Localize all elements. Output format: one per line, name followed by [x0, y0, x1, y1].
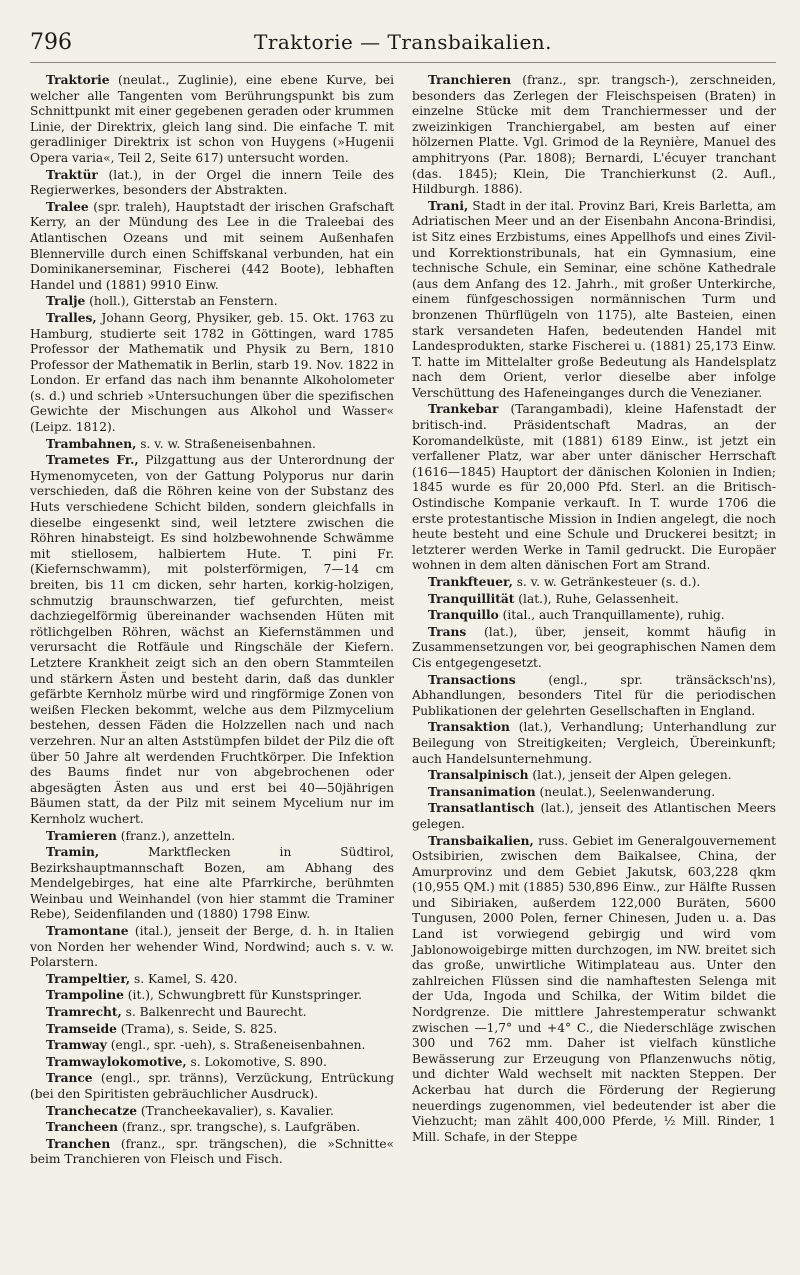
entry-text: s. Kamel, S. 420.: [133, 971, 238, 986]
entry-text: (lat.), Ruhe, Gelassenheit.: [518, 591, 679, 606]
dictionary-entry: [30, 1038, 394, 1054]
dictionary-entry: [412, 608, 776, 624]
entry-text: (neulat.), Seelenwanderung.: [539, 784, 716, 799]
entry-headword: Tramrecht,: [46, 1005, 122, 1020]
entry-text: (lat.), jenseit der Alpen gelegen.: [532, 768, 732, 783]
entry-headword: Transaktion: [428, 720, 510, 735]
dictionary-entry: [30, 311, 394, 436]
entry-headword: Tramin,: [46, 845, 100, 860]
entry-text: (neulat., Zuglinie), eine ebene Kurve, bei welcher alle Tangenten vom Berührungspunkt bis zum Schnittpunkt mit einer gegebenen geraden oder krummen Linie, der Direktrix, gleich lang sind. Die einfache T. mit geradliniger Direktrix ist schon von Huygens (»Hugenii Opera varia«, Teil 2, Seite 617) untersucht worden.: [30, 73, 395, 165]
dictionary-entry: [30, 1005, 394, 1021]
dictionary-entry: [412, 199, 776, 402]
entry-headword: Tramseide: [46, 1021, 117, 1036]
entry-text: (franz., spr. trängschen), die »Schnitte« beim Tranchieren von Fleisch und Fisch.: [30, 1136, 395, 1167]
entry-text: (lat.), über, jenseit, kommt häufig in Zusammensetzungen vor, bei geographischen Namen dem Cis entgegengesetzt.: [412, 624, 776, 670]
text-columns: [30, 73, 776, 1169]
entry-headword: Transalpinisch: [428, 768, 529, 783]
dictionary-entry: [412, 575, 776, 591]
entry-headword: Trametes Fr.,: [46, 453, 139, 468]
entry-text: (franz.), anzetteln.: [120, 828, 236, 843]
page-number: 796: [30, 30, 72, 55]
entry-headword: Transatlantisch: [428, 801, 535, 816]
entry-text: (it.), Schwungbrett für Kunstspringer.: [127, 988, 362, 1003]
entry-headword: Trankfteuer,: [428, 575, 513, 589]
dictionary-entry: [412, 73, 776, 198]
entry-text: (Trama), s. Seide, S. 825.: [120, 1021, 278, 1036]
entry-text: (Trancheekavalier), s. Kavalier.: [140, 1103, 334, 1118]
entry-text: Pilzgattung aus der Unterordnung der Hymenomyceten, von der Gattung Polyporus nur darin verschieden, daß die Röhren keine von der Substanz des Huts verschiedene Schicht bilden, sondern gleichfalls in dieselbe eingesenkt sind, weil letztere zwischen die Röhren hinabsteigt. Es sind holzbewohnende Schwämme mit stiellosem, halbiertem Hute. T. pini Fr. (Kiefernschwamm), mit polsterförmigen, 7—14 cm breiten, bis 11 cm dicken, sehr harten, korkig-holzigen, schmutzig braunschwarzen, tief gefurchten, meist dachziegelförmig übereinander wachsenden Hüten mit rötlichgelben Röhren, wächst an Kiefernstämmen und verursacht die Rotfäule und Ringschäle der Kiefern. Letztere Krankheit zeigt sich an den obern Stammteilen und stärkern Ästen und besteht darin, daß das dunkler gefärbte Kernholz mürbe wird und ringförmige Zonen von weißen Flecken bekommt, welche aus dem Pilzmycelium bestehen, dessen Fäden die Holzzellen nach und nach verzehren. Nur an alten Aststümpfen bildet der Pilz die oft über 50 Jahre alt werdenden Fruchtkörper. Die Infektion des Baums findet nur von abgebrochenen oder abgesägten Ästen aus und erst bei 40—50jährigen Bäumen statt, da der Pilz mit seinem Mycelium nur im Kernholz wuchert.: [30, 453, 394, 826]
entry-text: s. Lokomotive, S. 890.: [190, 1054, 327, 1069]
dictionary-entry: [30, 1022, 394, 1038]
entry-text: s. v. w. Getränkesteuer (s. d.).: [516, 575, 701, 589]
entry-text: Johann Georg, Physiker, geb. 15. Okt. 1763 zu Hamburg, studierte seit 1782 in Göttingen, ward 1785 Professor der Mathematik und Physik zu Bern, 1810 Professor der Mathematik in Berlin, starb 19. Nov. 1822 in London. Er erfand das nach ihm benannte Alkoholometer (s. d.) und schrieb »Untersuchungen über die spezifischen Gewichte der Mischungen aus Alkohol und Wasser« (Leipz. 1812).: [30, 310, 394, 435]
entry-text: (lat.), jenseit des Atlantischen Meers gelegen.: [412, 801, 776, 831]
entry-text: (ital.), jenseit der Berge, d. h. in Italien von Norden her wehender Wind, Nordwind; auch s. v. w. Polarstern.: [30, 924, 394, 970]
dictionary-entry: [30, 829, 394, 845]
entry-headword: Trani,: [428, 198, 469, 213]
dictionary-entry: [30, 1137, 394, 1168]
entry-headword: Tranchen: [46, 1136, 111, 1151]
entry-headword: Tranquillität: [428, 591, 515, 606]
dictionary-entry: [412, 673, 776, 720]
entry-text: (franz., spr. trangsche), s. Laufgräben.: [121, 1120, 361, 1135]
dictionary-entry: [30, 972, 394, 988]
entry-headword: Traktür: [46, 167, 98, 182]
entry-headword: Tralles,: [46, 310, 97, 325]
dictionary-entry: [30, 168, 394, 199]
entry-text: s. v. w. Straßeneisenbahnen.: [140, 436, 316, 451]
entry-text: (engl., spr. -ueh), s. Straßeneisenbahnen.: [110, 1038, 366, 1053]
dictionary-entry: [30, 453, 394, 827]
entry-headword: Tranquillo: [428, 608, 499, 623]
left-column: [30, 73, 394, 1169]
entry-headword: Trance: [46, 1071, 93, 1086]
entry-text: Stadt in der ital. Provinz Bari, Kreis Barletta, am Adriatischen Meer und an der Eisenbahn Ancona-Brindisi, ist Sitz eines Erzbistums, eines Appellhofs und eines Zivil- und Korrektionstribunals, hat ein Gymnasium, eine technische Schule, ein Seminar, eine schöne Kathedrale (aus dem Anfang des 12. Jahrh., mit großer Unterkirche, einem fünfgeschossigen normännischen Turm und bronzenen Thürflügeln von 1175), alte Basteien, einen stark versandeten Hafen, bedeutenden Handel mit Landesprodukten, starke Fischerei u. (1881) 25,173 Einw. T. hatte im Mittelalter große Bedeutung als Handelsplatz nach dem Orient, verlor dieselbe aber infolge Verschüttung des Hafeneinganges durch die Venezianer.: [412, 198, 776, 400]
dictionary-entry: [30, 845, 394, 923]
entry-headword: Trambahnen,: [46, 436, 137, 451]
dictionary-entry: [30, 1055, 394, 1071]
dictionary-entry: [412, 785, 776, 801]
entry-headword: Tranchieren: [428, 73, 512, 87]
entry-headword: Transbaikalien,: [428, 833, 534, 848]
entry-headword: Tralje: [46, 294, 86, 309]
page-title: Traktorie — Transbaikalien.: [253, 30, 553, 54]
dictionary-entry: [412, 801, 776, 832]
dictionary-entry: [412, 720, 776, 767]
dictionary-entry: [30, 1071, 394, 1102]
entry-text: Marktflecken in Südtirol, Bezirkshauptmannschaft Bozen, am Abhang des Mendelgebirges, hat eine alte Pfarrkirche, berühmten Weinbau und Weinhandel (von hier stammt die Traminer Rebe), Seidenfilanden und (1880) 1798 Einw.: [30, 845, 394, 922]
entry-headword: Tramontane: [46, 924, 129, 939]
entry-headword: Transactions: [428, 672, 516, 687]
dictionary-entry: [30, 200, 394, 294]
entry-headword: Trampoline: [46, 988, 124, 1003]
entry-headword: Tramwaylokomotive,: [46, 1054, 187, 1069]
dictionary-entry: [412, 625, 776, 672]
dictionary-entry: [412, 834, 776, 1146]
entry-text: s. Balkenrecht und Baurecht.: [125, 1005, 307, 1020]
entry-text: (lat.), in der Orgel die innern Teile des Regierwerkes, besonders der Abstrakten.: [30, 167, 395, 198]
dictionary-entry: [30, 924, 394, 971]
right-column: [412, 73, 776, 1169]
entry-headword: Tramieren: [46, 828, 117, 843]
entry-headword: Tranchecatze: [46, 1103, 138, 1118]
dictionary-entry: [30, 294, 394, 310]
dictionary-entry: [30, 1120, 394, 1136]
entry-headword: Tramway: [46, 1038, 107, 1053]
entry-text: (Tarangambadi), kleine Hafenstadt der britisch-ind. Präsidentschaft Madras, an der Koromandelküste, mit (1881) 6189 Einw., ist jetzt ein verfallener Platz, war aber unter dänischer Herrschaft (1616—1845) Hauptort der dänischen Kolonien in Indien; 1845 wurde es für 20,000 Pfd. Sterl. an die Britisch-Ostindische Kompanie verkauft. In T. wurde 1706 die erste protestantische Mission in Indien angelegt, die noch heute besteht und eine Schule und Druckerei besitzt; in letzterer werden Werke in Tamil gedruckt. Die Europäer wohnen in dem alten dänischen Fort am Strand.: [412, 402, 776, 573]
entry-text: (franz., spr. trangsch-), zerschneiden, besonders das Zerlegen der Fleischspeisen (Braten) in einzelne Stücke mit dem Tranchiermesser und der zweizinkigen Tranchiergabel, am besten auf einer hölzernen Platte. Vgl. Grimod de la Reynière, Manuel des amphitryons (Par. 1808); Bernardi, L'écuyer tranchant (das. 1845); Klein, Die Tranchierkunst (2. Aufl., Hildburgh. 1886).: [412, 73, 776, 197]
entry-text: (spr. traleh), Hauptstadt der irischen Grafschaft Kerry, an der Mündung des Lee in die Traleebai des Atlantischen Ozeans und mit seinem Außenhafen Blennerville durch einen Schiffskanal verbunden, hat ein Dominikanerseminar, Fischerei (442 Boote), lebhaften Handel und (1881) 9910 Einw.: [30, 199, 394, 292]
entry-headword: Trankebar: [428, 402, 499, 417]
dictionary-entry: [412, 592, 776, 608]
dictionary-entry: [30, 437, 394, 453]
entry-text: (holl.), Gitterstab an Fenstern.: [89, 294, 278, 309]
entry-text: (engl., spr. tränns), Verzückung, Entrückung (bei den Spiritisten gebräuchlicher Ausdruck).: [30, 1071, 395, 1101]
dictionary-entry: [412, 402, 776, 574]
entry-headword: Trancheen: [46, 1120, 119, 1135]
dictionary-entry: [30, 1104, 394, 1120]
dictionary-entry: [412, 768, 776, 784]
entry-text: (engl., spr. tränsäcksch'ns), Abhandlungen, besonders Titel für die periodischen Publikationen der gelehrten Gesellschaften in England.: [412, 672, 777, 718]
entry-headword: Tralee: [46, 199, 89, 214]
entry-text: russ. Gebiet im Generalgouvernement Ostsibirien, zwischen dem Baikalsee, China, der Amurprovinz und dem Gebiet Jakutsk, 603,228 qkm (10,955 QM.) mit (1885) 530,896 Einw., zur Hälfte Russen und Sibiriaken, außerdem 122,000 Buräten, 5600 Tungusen, 2000 Polen, ferner Chinesen, Juden u. a. Das Land ist vorwiegend gebirgig und wird vom Jablonowoigebirge mitten durchzogen, im NW. breitet sich das große, unwirtliche Witimplateau aus. Unter den zahlreichen Flüssen sind die namhaftesten Selenga mit der Uda, Ingoda und Schilka, der Witim bildet die Nordgrenze. Die mittlere Jahrestemperatur schwankt zwischen —1,7° und +4° C., die Niederschläge zwischen 300 und 762 mm. Daher ist vielfach künstliche Bewässerung zur Erzeugung von Pflanzenwuchs nötig, und dichter Wald wechselt mit nackten Steppen. Der Ackerbau hat durch die Förderung der Regierung neuerdings zugenommen, viel bedeutender ist aber die Viehzucht; man zählt 400,000 Pferde, ½ Mill. Rinder, 1 Mill. Schafe, in der Steppe: [412, 833, 776, 1144]
entry-text: (ital., auch Tranquillamente), ruhig.: [502, 608, 725, 623]
running-head: [30, 28, 776, 63]
dictionary-entry: [30, 988, 394, 1004]
dictionary-entry: [30, 73, 394, 167]
entry-headword: Traktorie: [46, 73, 110, 87]
entry-headword: Trampeltier,: [46, 971, 131, 986]
entry-text: (lat.), Verhandlung; Unterhandlung zur Beilegung von Streitigkeiten; Vergleich, Übereinkunft; auch Handelsunternehmung.: [412, 720, 776, 766]
entry-headword: Trans: [428, 624, 467, 639]
entry-headword: Transanimation: [428, 784, 536, 799]
